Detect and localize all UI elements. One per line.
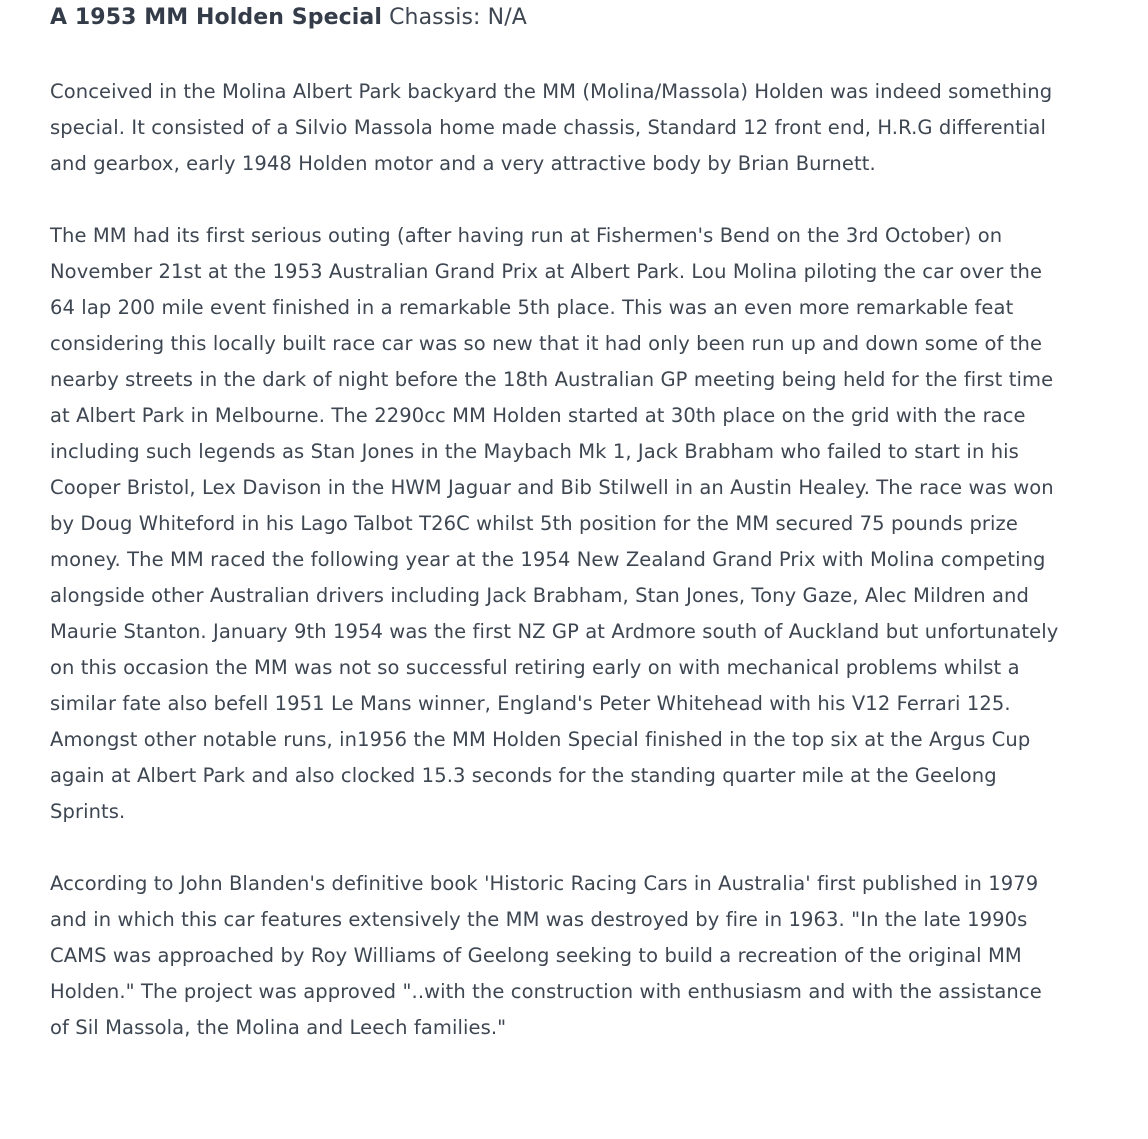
article-title-line [50, 2, 1106, 34]
chassis-info: Chassis: N/A [389, 5, 527, 30]
paragraph-recreation: According to John Blanden's definitive book 'Historic Racing Cars in Australia' first published in 1979 and in which this car features extensively the MM was destroyed by fire in 1963. "In the late 1990s CAMS was approached by Roy Williams of Geelong seeking to build a recreation of the original MM Holden." The project was approved "..with the construction with enthusiasm and with the assistance of Sil Massola, the Molina and Leech families." [50, 872, 1042, 1039]
paragraph-intro: Conceived in the Molina Albert Park backyard the MM (Molina/Massola) Holden was indeed something special. It consisted of a Silvio Massola home made chassis, Standard 12 front end, H.R.G differential and gearbox, early 1948 Holden motor and a very attractive body by Brian Burnett. [50, 80, 1053, 175]
paragraph-racing-history: The MM had its first serious outing (after having run at Fishermen's Bend on the 3rd October) on November 21st at the 1953 Australian Grand Prix at Albert Park. Lou Molina piloting the car over the 64 lap 200 mile event finished in a remarkable 5th place. This was an even more remarkable feat considering this locally built race car was so new that it had only been run up and down some of the nearby streets in the dark of night before the 18th Australian GP meeting being held for the first time at Albert Park in Melbourne. The 2290cc MM Holden started at 30th place on the grid with the race including such legends as Stan Jones in the Maybach Mk 1, Jack Brabham who failed to start in his Cooper Bristol, Lex Davison in the HWM Jaguar and Bib Stilwell in an Austin Healey. The race was won by Doug Whiteford in his Lago Talbot T26C whilst 5th position for the MM secured 75 pounds prize money. The MM raced the following year at the 1954 New Zealand Grand Prix with Molina competing alongside other Australian drivers including Jack Brabham, Stan Jones, Tony Gaze, Alec Mildren and Maurie Stanton. January 9th 1954 was the first NZ GP at Ardmore south of Auckland but unfortunately on this occasion the MM was not so successful retiring early on with mechanical problems whilst a similar fate also befell 1951 Le Mans winner, England's Peter Whitehead with his V12 Ferrari 125. Amongst other notable runs, in1956 the MM Holden Special finished in the top six at the Argus Cup again at Albert Park and also clocked 15.3 seconds for the standing quarter mile at the Geelong Sprints. [50, 224, 1059, 823]
article-title: A 1953 MM Holden Special [50, 5, 382, 30]
